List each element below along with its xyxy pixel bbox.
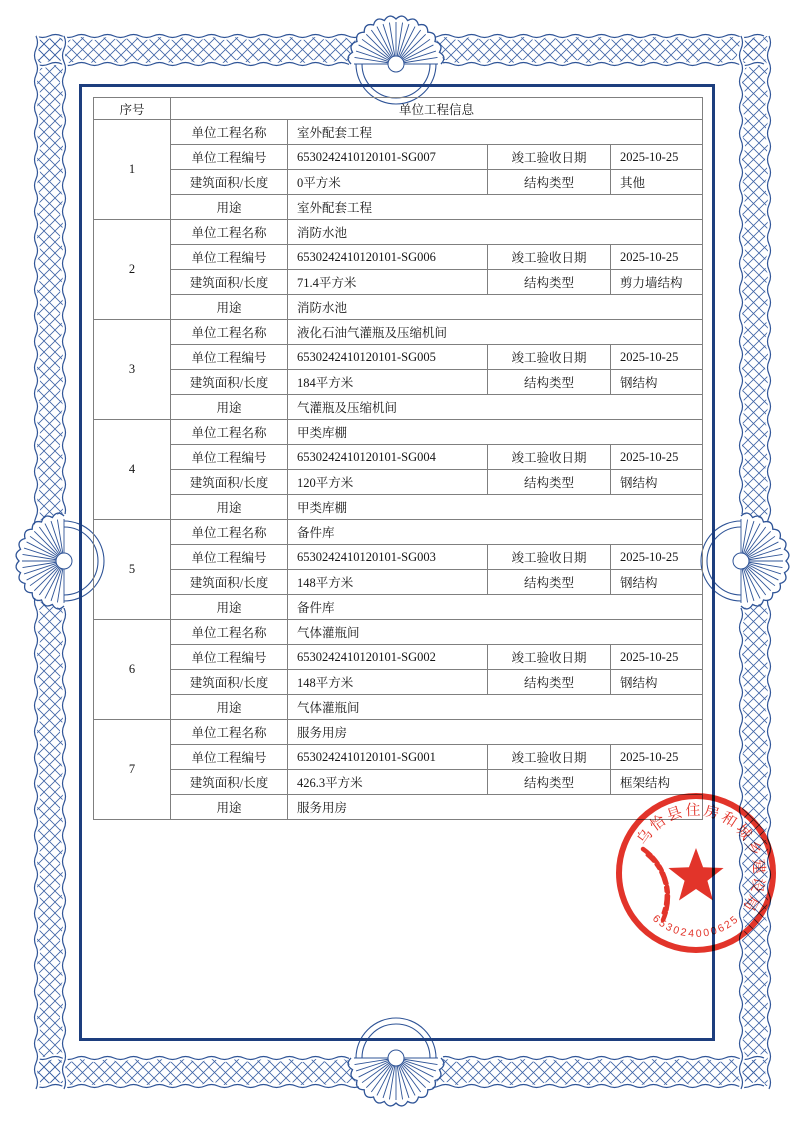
label-usage: 用途	[171, 395, 288, 420]
section-row-area	[94, 470, 703, 495]
value-code: 6530242410120101-SG005	[288, 345, 488, 370]
section-row-code	[94, 445, 703, 470]
label-usage: 用途	[171, 495, 288, 520]
section-row-name	[94, 520, 703, 545]
label-area: 建筑面积/长度	[171, 770, 288, 795]
value-name: 液化石油气灌瓶及压缩机间	[288, 320, 703, 345]
seal-org-text: 乌恰县住房和城乡建设局	[634, 802, 767, 916]
label-name: 单位工程名称	[171, 720, 288, 745]
serial-cell: 1	[94, 120, 171, 220]
value-code: 6530242410120101-SG007	[288, 145, 488, 170]
serial-cell: 4	[94, 420, 171, 520]
label-name: 单位工程名称	[171, 520, 288, 545]
section-row-usage	[94, 195, 703, 220]
section-row-code	[94, 245, 703, 270]
value-structure: 钢结构	[611, 570, 703, 595]
label-structure: 结构类型	[488, 470, 611, 495]
section-row-name	[94, 420, 703, 445]
label-usage: 用途	[171, 795, 288, 820]
label-structure: 结构类型	[488, 770, 611, 795]
value-code: 6530242410120101-SG003	[288, 545, 488, 570]
value-structure: 钢结构	[611, 670, 703, 695]
table-header-row	[94, 98, 703, 120]
label-name: 单位工程名称	[171, 120, 288, 145]
label-code: 单位工程编号	[171, 545, 288, 570]
section-row-usage	[94, 395, 703, 420]
seal-script-arc-2	[647, 855, 666, 913]
value-structure: 钢结构	[611, 370, 703, 395]
value-name: 备件库	[288, 520, 703, 545]
label-usage: 用途	[171, 695, 288, 720]
label-code: 单位工程编号	[171, 445, 288, 470]
label-area: 建筑面积/长度	[171, 170, 288, 195]
label-structure: 结构类型	[488, 170, 611, 195]
value-date: 2025-10-25	[611, 445, 703, 470]
label-date: 竣工验收日期	[488, 245, 611, 270]
value-name: 服务用房	[288, 720, 703, 745]
value-area: 184平方米	[288, 370, 488, 395]
section-row-area	[94, 270, 703, 295]
label-date: 竣工验收日期	[488, 745, 611, 770]
value-date: 2025-10-25	[611, 745, 703, 770]
label-code: 单位工程编号	[171, 245, 288, 270]
seal-number-text: 653024000625	[650, 912, 742, 940]
label-area: 建筑面积/长度	[171, 370, 288, 395]
value-area: 148平方米	[288, 670, 488, 695]
value-structure: 剪力墙结构	[611, 270, 703, 295]
section-row-usage	[94, 595, 703, 620]
section-row-code	[94, 145, 703, 170]
value-name: 气体灌瓶间	[288, 620, 703, 645]
section-row-area	[94, 670, 703, 695]
value-name: 甲类库棚	[288, 420, 703, 445]
label-code: 单位工程编号	[171, 145, 288, 170]
label-date: 竣工验收日期	[488, 645, 611, 670]
value-structure: 钢结构	[611, 470, 703, 495]
section-row-usage	[94, 295, 703, 320]
label-structure: 结构类型	[488, 570, 611, 595]
serial-cell: 2	[94, 220, 171, 320]
value-usage: 气灌瓶及压缩机间	[288, 395, 703, 420]
value-code: 6530242410120101-SG006	[288, 245, 488, 270]
section-row-name	[94, 320, 703, 345]
value-area: 71.4平方米	[288, 270, 488, 295]
label-date: 竣工验收日期	[488, 445, 611, 470]
value-code: 6530242410120101-SG002	[288, 645, 488, 670]
section-row-area	[94, 170, 703, 195]
value-area: 120平方米	[288, 470, 488, 495]
section-row-usage	[94, 495, 703, 520]
label-area: 建筑面积/长度	[171, 270, 288, 295]
section-row-code	[94, 645, 703, 670]
label-name: 单位工程名称	[171, 220, 288, 245]
label-structure: 结构类型	[488, 270, 611, 295]
serial-cell: 3	[94, 320, 171, 420]
value-usage: 服务用房	[288, 795, 703, 820]
value-date: 2025-10-25	[611, 145, 703, 170]
value-usage: 甲类库棚	[288, 495, 703, 520]
value-usage: 备件库	[288, 595, 703, 620]
value-structure: 框架结构	[611, 770, 703, 795]
value-area: 148平方米	[288, 570, 488, 595]
label-code: 单位工程编号	[171, 645, 288, 670]
section-row-code	[94, 745, 703, 770]
header-serial: 序号	[94, 98, 171, 120]
value-area: 0平方米	[288, 170, 488, 195]
section-row-usage	[94, 695, 703, 720]
label-structure: 结构类型	[488, 370, 611, 395]
value-date: 2025-10-25	[611, 645, 703, 670]
section-row-code	[94, 345, 703, 370]
label-date: 竣工验收日期	[488, 545, 611, 570]
label-area: 建筑面积/长度	[171, 570, 288, 595]
value-usage: 气体灌瓶间	[288, 695, 703, 720]
section-row-name	[94, 220, 703, 245]
label-name: 单位工程名称	[171, 420, 288, 445]
section-row-area	[94, 370, 703, 395]
value-date: 2025-10-25	[611, 545, 703, 570]
serial-cell: 7	[94, 720, 171, 820]
label-usage: 用途	[171, 195, 288, 220]
section-row-name	[94, 720, 703, 745]
label-code: 单位工程编号	[171, 745, 288, 770]
unit-project-table	[93, 97, 703, 820]
value-date: 2025-10-25	[611, 245, 703, 270]
label-usage: 用途	[171, 595, 288, 620]
label-code: 单位工程编号	[171, 345, 288, 370]
label-name: 单位工程名称	[171, 620, 288, 645]
value-usage: 室外配套工程	[288, 195, 703, 220]
value-name: 消防水池	[288, 220, 703, 245]
header-title: 单位工程信息	[171, 98, 703, 120]
value-date: 2025-10-25	[611, 345, 703, 370]
section-row-area	[94, 570, 703, 595]
section-row-name	[94, 120, 703, 145]
section-row-name	[94, 620, 703, 645]
serial-cell: 5	[94, 520, 171, 620]
label-area: 建筑面积/长度	[171, 470, 288, 495]
label-usage: 用途	[171, 295, 288, 320]
value-code: 6530242410120101-SG001	[288, 745, 488, 770]
value-usage: 消防水池	[288, 295, 703, 320]
value-name: 室外配套工程	[288, 120, 703, 145]
section-row-code	[94, 545, 703, 570]
label-structure: 结构类型	[488, 670, 611, 695]
seal-star-icon	[668, 848, 723, 901]
label-date: 竣工验收日期	[488, 345, 611, 370]
label-date: 竣工验收日期	[488, 145, 611, 170]
serial-cell: 6	[94, 620, 171, 720]
label-area: 建筑面积/长度	[171, 670, 288, 695]
value-area: 426.3平方米	[288, 770, 488, 795]
official-seal	[606, 783, 793, 973]
value-structure: 其他	[611, 170, 703, 195]
value-code: 6530242410120101-SG004	[288, 445, 488, 470]
label-name: 单位工程名称	[171, 320, 288, 345]
